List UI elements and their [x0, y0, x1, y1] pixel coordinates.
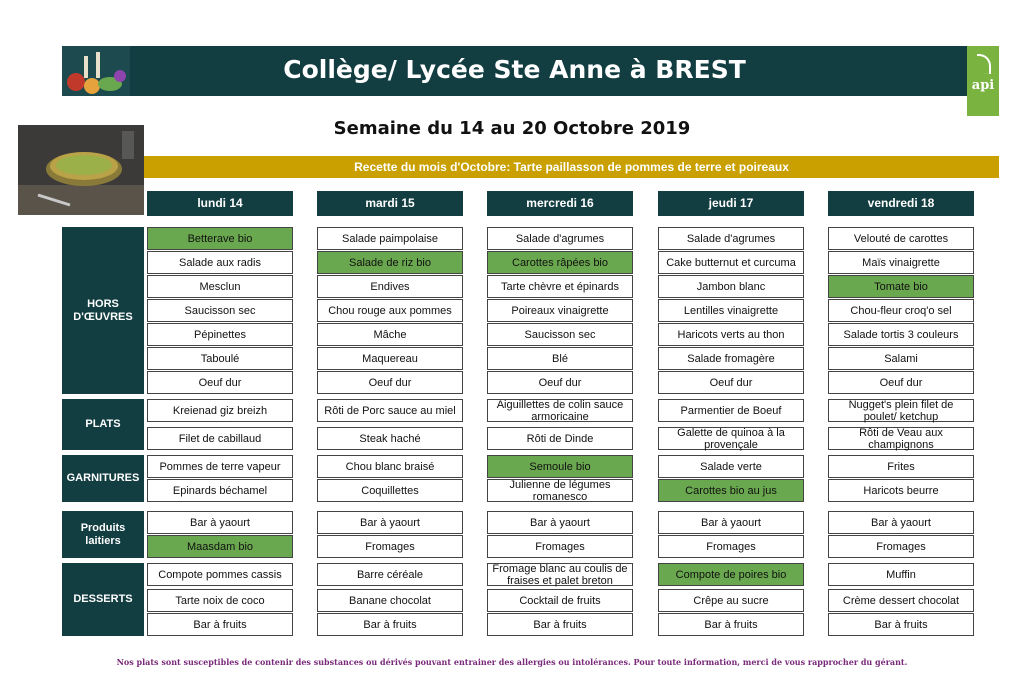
- menu-item-cell: Crêpe au sucre: [658, 589, 804, 612]
- menu-item-cell: Bar à fruits: [487, 613, 633, 636]
- menu-item-cell: Epinards béchamel: [147, 479, 293, 502]
- menu-item-cell: Steak haché: [317, 427, 463, 450]
- menu-item-cell: Semoule bio: [487, 455, 633, 478]
- day-header: mercredi 16: [487, 191, 633, 216]
- menu-item-cell: Banane chocolat: [317, 589, 463, 612]
- day-header: mardi 15: [317, 191, 463, 216]
- menu-item-cell: Poireaux vinaigrette: [487, 299, 633, 322]
- menu-item-cell: Chou blanc braisé: [317, 455, 463, 478]
- menu-item-cell: Oeuf dur: [658, 371, 804, 394]
- menu-item-cell: Rôti de Porc sauce au miel: [317, 399, 463, 422]
- api-logo-text: api: [971, 78, 995, 93]
- recipe-of-month-banner: Recette du mois d'Octobre: Tarte paillasson de pommes de terre et poireaux: [144, 156, 999, 178]
- menu-item-cell: Velouté de carottes: [828, 227, 974, 250]
- menu-item-cell: Maïs vinaigrette: [828, 251, 974, 274]
- menu-item-cell: Oeuf dur: [147, 371, 293, 394]
- menu-item-cell: Carottes bio au jus: [658, 479, 804, 502]
- menu-item-cell: Endives: [317, 275, 463, 298]
- menu-item-cell: Chou rouge aux pommes: [317, 299, 463, 322]
- menu-item-cell: Carottes râpées bio: [487, 251, 633, 274]
- menu-item-cell: Bar à yaourt: [147, 511, 293, 534]
- title-banner: [62, 46, 967, 96]
- menu-item-cell: Bar à yaourt: [487, 511, 633, 534]
- menu-item-cell: Tomate bio: [828, 275, 974, 298]
- day-header: jeudi 17: [658, 191, 804, 216]
- banner-vegetables-image: [62, 46, 130, 96]
- menu-item-cell: Salade verte: [658, 455, 804, 478]
- menu-item-cell: Jambon blanc: [658, 275, 804, 298]
- menu-item-cell: Bar à fruits: [147, 613, 293, 636]
- menu-item-cell: Fromages: [487, 535, 633, 558]
- menu-item-cell: Frites: [828, 455, 974, 478]
- menu-item-cell: Parmentier de Boeuf: [658, 399, 804, 422]
- day-header: lundi 14: [147, 191, 293, 216]
- menu-item-cell: Chou-fleur croq'o sel: [828, 299, 974, 322]
- menu-item-cell: Aiguillettes de colin sauce armoricaine: [487, 399, 633, 422]
- menu-item-cell: Salade d'agrumes: [658, 227, 804, 250]
- menu-item-cell: Salami: [828, 347, 974, 370]
- menu-item-cell: Salade fromagère: [658, 347, 804, 370]
- menu-item-cell: Saucisson sec: [487, 323, 633, 346]
- menu-item-cell: Fromages: [317, 535, 463, 558]
- menu-item-cell: Crème dessert chocolat: [828, 589, 974, 612]
- menu-item-cell: Julienne de légumes romanesco: [487, 479, 633, 502]
- menu-item-cell: Maasdam bio: [147, 535, 293, 558]
- menu-item-cell: Fromages: [828, 535, 974, 558]
- menu-item-cell: Saucisson sec: [147, 299, 293, 322]
- menu-item-cell: Bar à yaourt: [658, 511, 804, 534]
- menu-item-cell: Compote pommes cassis: [147, 563, 293, 586]
- menu-item-cell: Bar à yaourt: [317, 511, 463, 534]
- menu-item-cell: Oeuf dur: [487, 371, 633, 394]
- category-label: PLATS: [62, 399, 144, 450]
- menu-item-cell: Salade paimpolaise: [317, 227, 463, 250]
- week-title: Semaine du 14 au 20 Octobre 2019: [333, 118, 691, 139]
- menu-item-cell: Blé: [487, 347, 633, 370]
- menu-item-cell: Galette de quinoa à la provençale: [658, 427, 804, 450]
- menu-item-cell: Bar à fruits: [317, 613, 463, 636]
- menu-item-cell: Fromages: [658, 535, 804, 558]
- menu-item-cell: Mesclun: [147, 275, 293, 298]
- menu-item-cell: Lentilles vinaigrette: [658, 299, 804, 322]
- menu-item-cell: Haricots verts au thon: [658, 323, 804, 346]
- menu-item-cell: Salade de riz bio: [317, 251, 463, 274]
- menu-item-cell: Oeuf dur: [317, 371, 463, 394]
- day-header: vendredi 18: [828, 191, 974, 216]
- menu-item-cell: Bar à fruits: [658, 613, 804, 636]
- allergy-footer-note: Nos plats sont susceptibles de contenir des substances ou dérivés pouvant entrainer des allergies ou intolérances. Pour toute information, merci de vous rapprocher du gérant.: [116, 657, 908, 667]
- page-title: Collège/ Lycée Ste Anne à BREST: [283, 55, 746, 84]
- menu-item-cell: Muffin: [828, 563, 974, 586]
- menu-item-cell: Nugget's plein filet de poulet/ ketchup: [828, 399, 974, 422]
- menu-item-cell: Barre céréale: [317, 563, 463, 586]
- category-label: HORS D'ŒUVRES: [62, 227, 144, 394]
- category-label: DESSERTS: [62, 563, 144, 636]
- menu-item-cell: Pommes de terre vapeur: [147, 455, 293, 478]
- menu-item-cell: Tarte chèvre et épinards: [487, 275, 633, 298]
- menu-item-cell: Compote de poires bio: [658, 563, 804, 586]
- menu-item-cell: Kreienad giz breizh: [147, 399, 293, 422]
- menu-item-cell: Oeuf dur: [828, 371, 974, 394]
- menu-item-cell: Cocktail de fruits: [487, 589, 633, 612]
- menu-item-cell: Taboulé: [147, 347, 293, 370]
- menu-item-cell: Bar à yaourt: [828, 511, 974, 534]
- menu-item-cell: Pépinettes: [147, 323, 293, 346]
- menu-item-cell: Cake butternut et curcuma: [658, 251, 804, 274]
- menu-item-cell: Salade d'agrumes: [487, 227, 633, 250]
- leaf-icon: [977, 54, 991, 74]
- api-logo: [967, 46, 999, 116]
- menu-item-cell: Salade aux radis: [147, 251, 293, 274]
- menu-item-cell: Maquereau: [317, 347, 463, 370]
- menu-item-cell: Mâche: [317, 323, 463, 346]
- menu-item-cell: Betterave bio: [147, 227, 293, 250]
- menu-item-cell: Haricots beurre: [828, 479, 974, 502]
- category-label: GARNITURES: [62, 455, 144, 502]
- menu-item-cell: Filet de cabillaud: [147, 427, 293, 450]
- menu-item-cell: Rôti de Dinde: [487, 427, 633, 450]
- category-label: Produits laitiers: [62, 511, 144, 558]
- menu-item-cell: Bar à fruits: [828, 613, 974, 636]
- menu-item-cell: Tarte noix de coco: [147, 589, 293, 612]
- menu-item-cell: Salade tortis 3 couleurs: [828, 323, 974, 346]
- menu-item-cell: Fromage blanc au coulis de fraises et palet breton: [487, 563, 633, 586]
- menu-item-cell: Coquillettes: [317, 479, 463, 502]
- menu-item-cell: Rôti de Veau aux champignons: [828, 427, 974, 450]
